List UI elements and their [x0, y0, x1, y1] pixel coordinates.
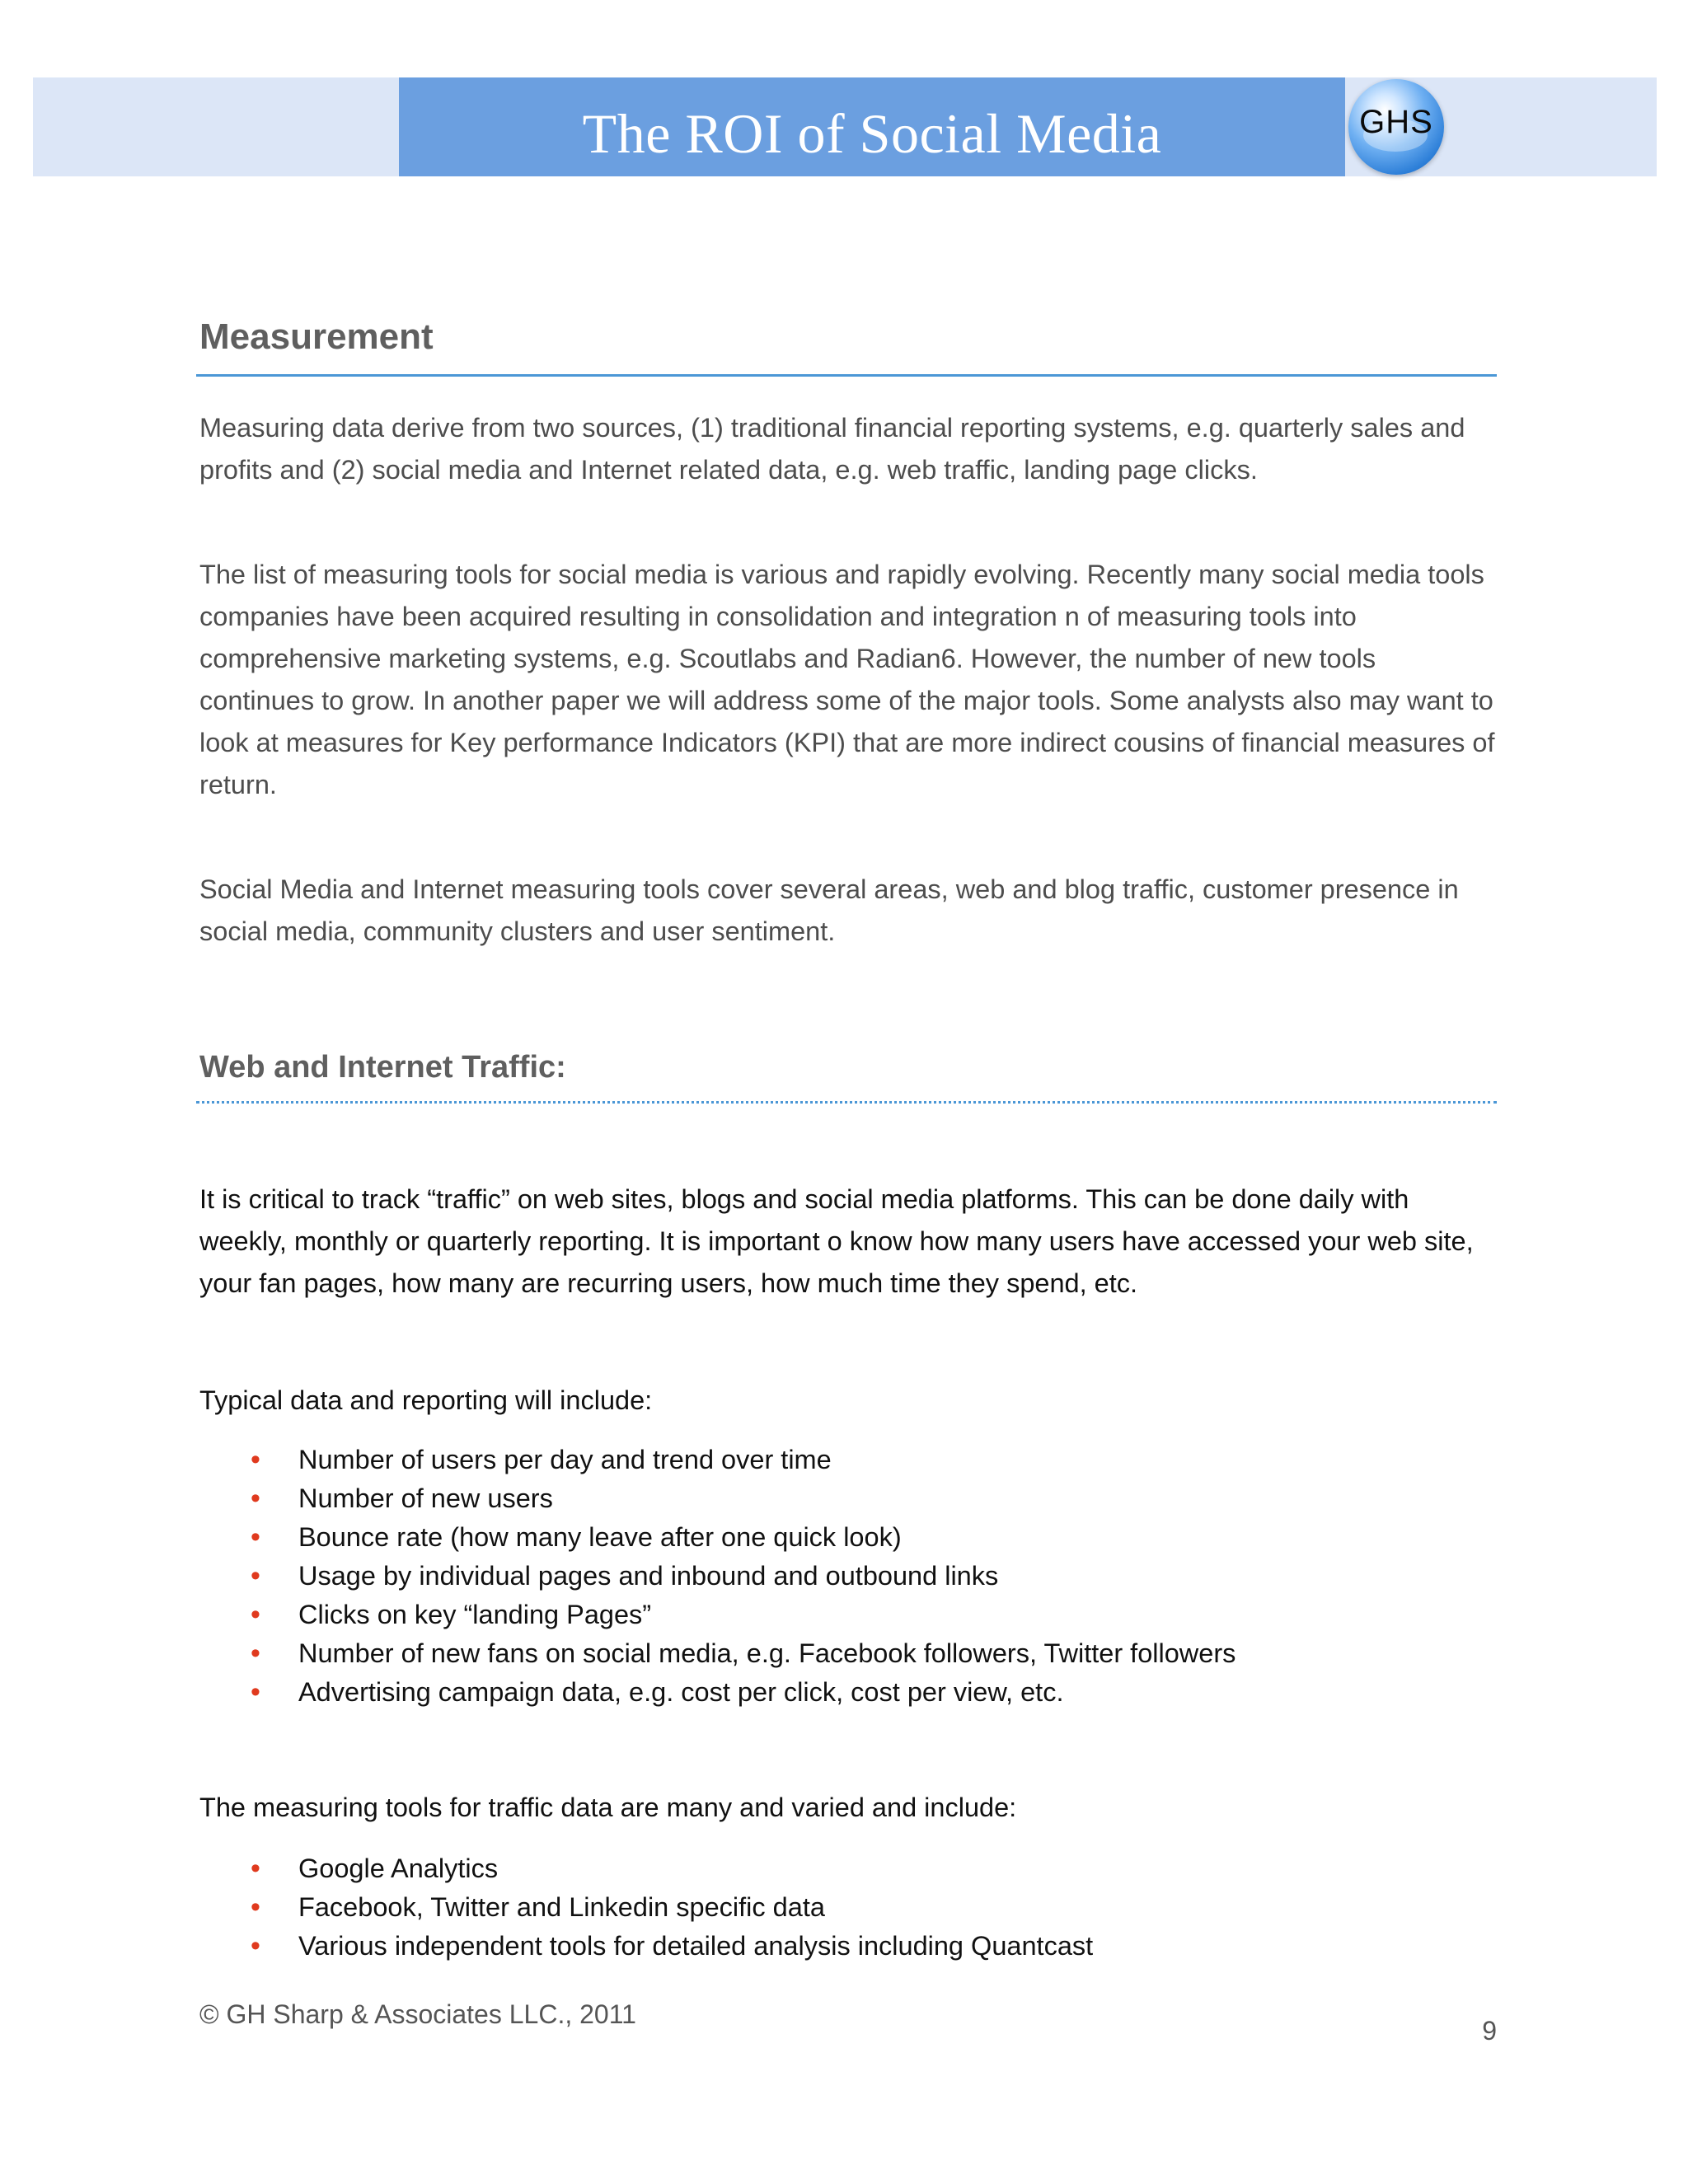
bullet-icon: •: [251, 1483, 260, 1514]
list-item-text: Google Analytics: [298, 1854, 499, 1883]
list-item: [247, 1849, 1484, 1888]
list-item: [247, 1596, 1484, 1634]
list-item-text: Number of new users: [298, 1483, 553, 1513]
list-item-text: Facebook, Twitter and Linkedin specific data: [298, 1892, 825, 1922]
footer-copyright: © GH Sharp & Associates LLC., 2011: [199, 1999, 636, 2029]
list-item: [247, 1673, 1484, 1712]
paragraph-measurement-areas: Social Media and Internet measuring tools cover several areas, web and blog traffic, customer presence in social media, community clusters and user sentiment.: [199, 874, 1459, 946]
list-item-text: Advertising campaign data, e.g. cost per click, cost per view, etc.: [298, 1677, 1064, 1707]
page-number: 9: [1482, 2016, 1497, 2046]
heading-rule-solid: [196, 374, 1497, 377]
list-item: [247, 1557, 1484, 1596]
paragraph-tools-lead: The measuring tools for traffic data are many and varied and include:: [199, 1793, 1017, 1822]
logo-text: GHS: [1359, 103, 1433, 140]
paragraph-measurement-tools: The list of measuring tools for social media is various and rapidly evolving. Recently many social media tools companies have been acquired resulting in consolidation and integration n of measuring tools into comprehensive marketing systems, e.g. Scoutlabs and Radian6. However, the number of new tools continues to grow. In another paper we will address some of the major tools. Some analysts also may want to look at measures for Key performance Indicators (KPI) that are more indirect cousins of financial measures of return.: [199, 560, 1495, 799]
list-item: [247, 1479, 1484, 1518]
bullet-icon: •: [251, 1930, 260, 1961]
list-item-text: Usage by individual pages and inbound and outbound links: [298, 1561, 999, 1591]
paragraph-traffic-intro: It is critical to track “traffic” on web sites, blogs and social media platforms. This can be done daily with weekly, monthly or quarterly reporting. It is important o know how many users have accessed your web site, your fan pages, how many are recurring users, how much time they spend, etc.: [199, 1184, 1474, 1298]
reporting-list: [247, 1441, 1484, 1712]
bullet-icon: •: [251, 1853, 260, 1884]
tools-list: [247, 1849, 1484, 1966]
list-item: [247, 1518, 1484, 1557]
list-item-text: Bounce rate (how many leave after one quick look): [298, 1522, 902, 1552]
bullet-icon: •: [251, 1891, 260, 1923]
paragraph-reporting-lead: Typical data and reporting will include:: [199, 1385, 653, 1415]
list-item: [247, 1888, 1484, 1927]
bullet-icon: •: [251, 1676, 260, 1708]
ghs-globe-logo: [1348, 79, 1444, 175]
bullet-icon: •: [251, 1560, 260, 1591]
bullet-icon: •: [251, 1521, 260, 1553]
list-item-text: Clicks on key “landing Pages”: [298, 1600, 652, 1629]
section-heading-measurement: Measurement: [199, 316, 434, 357]
bullet-icon: •: [251, 1638, 260, 1669]
bullet-icon: •: [251, 1599, 260, 1630]
header-title-box: [399, 77, 1345, 176]
heading-rule-dotted: [196, 1101, 1497, 1104]
document-title: The ROI of Social Media: [582, 101, 1162, 165]
list-item-text: Number of users per day and trend over time: [298, 1445, 832, 1474]
list-item: [247, 1634, 1484, 1673]
list-item-text: Various independent tools for detailed analysis including Quantcast: [298, 1931, 1094, 1961]
section-heading-traffic: Web and Internet Traffic:: [199, 1050, 566, 1085]
bullet-icon: •: [251, 1444, 260, 1475]
list-item: [247, 1927, 1484, 1966]
list-item-text: Number of new fans on social media, e.g. Facebook followers, Twitter followers: [298, 1638, 1236, 1668]
list-item: [247, 1441, 1484, 1479]
paragraph-measurement-sources: Measuring data derive from two sources, (1) traditional financial reporting systems, e.g. quarterly sales and profits and (2) social media and Internet related data, e.g. web traffic, landing page clicks.: [199, 413, 1465, 485]
